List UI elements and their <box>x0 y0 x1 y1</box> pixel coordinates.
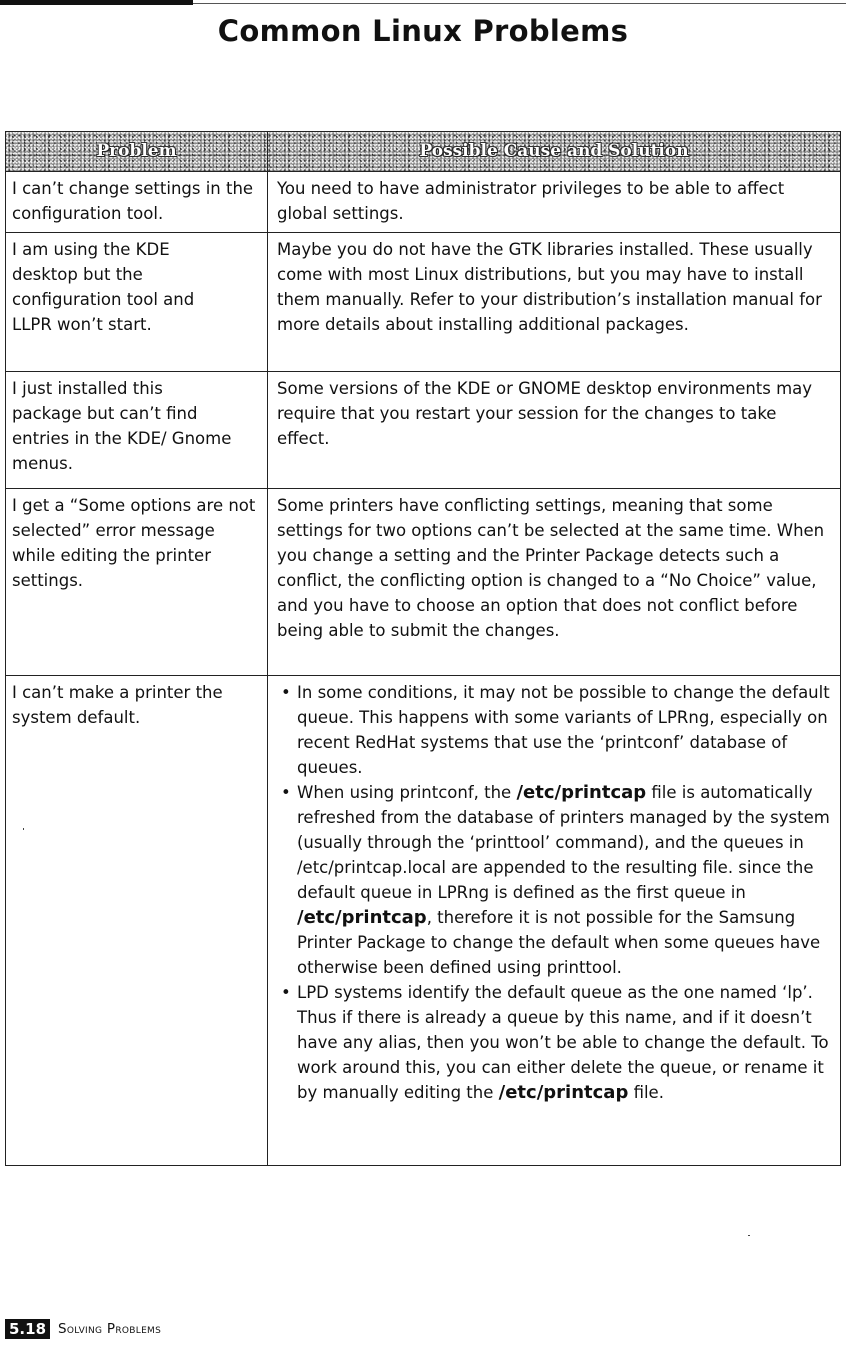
page-footer <box>5 1319 161 1339</box>
table-row <box>6 171 840 232</box>
list-item <box>277 680 834 780</box>
solution-cell: Some versions of the KDE or GNOME desktop environments may require that you restart your session for the changes to take effect. <box>277 379 813 448</box>
stray-mark <box>748 1235 750 1236</box>
list-item <box>277 780 834 980</box>
bullet-icon: • <box>281 783 291 802</box>
problem-cell: I can’t make a printer the system default. <box>6 676 268 1165</box>
list-item-text: When using printconf, the <box>297 783 517 802</box>
table-row <box>6 371 840 488</box>
table-row <box>6 675 840 1165</box>
stray-mark <box>23 828 24 830</box>
path-text: /etc/printcap <box>297 907 427 928</box>
top-rule-thin <box>193 3 846 4</box>
table-row <box>6 488 840 675</box>
solution-list <box>277 680 834 1105</box>
problem-cell: I just installed this package but can’t find entries in the KDE/ Gnome menus. <box>6 372 268 488</box>
path-text: /etc/printcap <box>516 782 647 803</box>
problem-cell: I can’t change settings in the configuration tool. <box>6 172 268 232</box>
header-problem: Problem <box>6 132 268 171</box>
top-rule-thick <box>0 0 193 5</box>
problem-cell: I am using the KDE desktop but the configuration tool and LLPR won’t start. <box>6 233 268 371</box>
list-item-text: file is automatically refreshed from the database of printers managed by the system (usually through the ‘printtool’ command), and the queues in /etc/printcap.local are appended to the resulting file. since the default queue in LPRng is defined as the first queue in <box>297 783 830 902</box>
solution-cell <box>268 676 840 1165</box>
problems-table <box>5 131 841 1166</box>
list-item-text: In some conditions, it may not be possible to change the default queue. This happens with some variants of LPRng, especially on recent RedHat systems that use the ‘printconf’ database of queues. <box>297 683 830 777</box>
bullet-icon: • <box>281 983 291 1002</box>
path-text: /etc/printcap <box>498 1082 629 1103</box>
footer-section-title: Solving Problems <box>58 1321 162 1337</box>
header-solution: Possible Cause and Solution <box>419 141 689 161</box>
list-item-text: file. <box>628 1083 664 1102</box>
solution-cell: Maybe you do not have the GTK libraries installed. These usually come with most Linux distributions, but you may have to install them manually. Refer to your distribution’s installation manual for more details about installing additional packages. <box>277 240 822 334</box>
list-item <box>277 980 834 1105</box>
solution-cell: You need to have administrator privileges to be able to affect global settings. <box>277 179 785 223</box>
page-title: Common Linux Problems <box>217 14 629 48</box>
list-item-text: LPD systems identify the default queue as the one named ‘lp’. Thus if there is already a queue by this name, and if it doesn’t have any alias, then you won’t be able to change the default. To work around this, you can either delete the queue, or rename it by manually editing the <box>297 983 829 1102</box>
table-row <box>6 232 840 371</box>
solution-cell: Some printers have conflicting settings, meaning that some settings for two options can’t be selected at the same time. When you change a setting and the Printer Package detects such a conflict, the conflicting option is changed to a “No Choice” value, and you have to choose an option that does not conflict before being able to submit the changes. <box>277 496 825 640</box>
page-number-badge: 5.18 <box>5 1319 50 1339</box>
list-item-text: , therefore it is not possible for the Samsung Printer Package to change the default when some queues have otherwise been defined using printtool. <box>297 908 821 977</box>
bullet-icon: • <box>281 683 291 702</box>
table-header-row <box>6 132 840 171</box>
problem-cell: I get a “Some options are not selected” error message while editing the printer settings. <box>6 489 268 675</box>
